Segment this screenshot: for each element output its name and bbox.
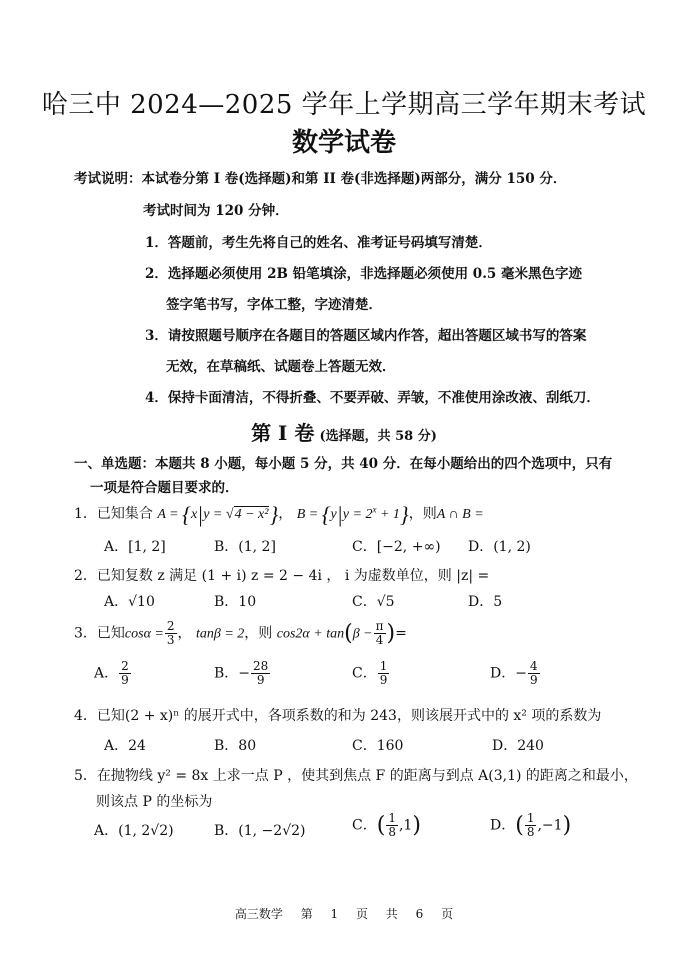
q3-option-c: C． $\frac{1}{9}$ (352, 659, 388, 687)
instructions-item: 1．答题前，考生先将自己的姓名、准考证号码填写清楚． (145, 235, 492, 251)
instructions-line: 考试说明：本试卷分第 I 卷(选择题)和第 II 卷(非选择题)两部分，满分 150 分． (74, 171, 567, 187)
q1-tail: ，则 (408, 506, 437, 523)
question-2: 2．已知复数 z 满足 (1 + i) z = 2 − 4i ， i 为虚数单位，则 |z| = (74, 568, 490, 584)
exam-title: 哈三中 2024—2025 学年上学期高三学年期末考试 (41, 90, 647, 120)
question-3: 3．已知cosα = $\frac{2}{3}$ ， tanβ = 2，则 cos2α + tan(β − $\frac{\pi}{4}$ )= (74, 619, 407, 647)
q1-set-b: $B = \{y|y = 2^x + 1\}$ (296, 502, 409, 527)
q1-intersection: A ∩ B = (436, 507, 484, 523)
page-footer: 高三数学 第 1 页 共 6 页 (234, 907, 454, 921)
q3-prefix: 3．已知 (74, 625, 125, 642)
q1-option-d: D．(1, 2) (468, 539, 531, 555)
q3-option-b: B．− $\frac{28}{9}$ (214, 659, 269, 687)
q4-option-c: C．160 (352, 738, 404, 754)
q1-prefix: 1．已知集合 (74, 506, 153, 523)
instructions-item: 无效，在草稿纸、试题卷上答题无效． (166, 359, 396, 375)
part-heading: 一、单选题：本题共 8 小题，每小题 5 分，共 40 分．在每小题给出的四个选项中，只有 (74, 456, 613, 472)
section-heading (0, 417, 688, 446)
q2-option-d: D．5 (468, 594, 503, 610)
q4-option-a: A．24 (104, 738, 146, 754)
instructions-item: 3．请按照题号顺序在各题目的答题区域内作答，超出答题区域书写的答案 (145, 328, 587, 344)
section-subtitle: (选择题，共 58 分) (319, 429, 437, 444)
instructions-item: 4．保持卡面清洁，不得折叠、不要弄破、弄皱，不准使用涂改液、刮纸刀． (145, 390, 600, 406)
q1-option-c: C．[−2, +∞) (352, 539, 441, 555)
q3-option-d: D．− $\frac{4}{9}$ (490, 659, 538, 687)
instructions-item: 2．选择题必须使用 2B 铅笔填涂，非选择题必须使用 0.5 毫米黑色字迹 (145, 266, 582, 282)
q1-option-a: A．[1, 2] (104, 539, 166, 555)
q4-option-d: D．240 (492, 738, 544, 754)
q5-option-c: C．( $\frac{1}{8}$ ,1) (352, 811, 421, 839)
q3-option-a: A． $\frac{2}{9}$ (94, 659, 129, 687)
instructions-item: 签字笔书写，字体工整，字迹清楚． (166, 297, 382, 313)
section-title: 第 I 卷 (251, 421, 315, 445)
q1-option-b: B．(1, 2] (214, 539, 276, 555)
q1-set-a: A = {x|y = √4 − x²} (157, 502, 279, 527)
q2-option-b: B．10 (214, 594, 257, 610)
exam-subtitle: 数学试卷 (291, 128, 396, 158)
question-5-cont: 则该点 P 的坐标为 (96, 794, 213, 810)
q5-option-a: A．(1, 2√2) (94, 823, 174, 839)
q4-option-b: B．80 (214, 738, 257, 754)
instructions-line: 考试时间为 120 分钟． (143, 203, 289, 219)
q2-option-a: A．√10 (104, 594, 155, 610)
question-5: 5．在抛物线 y² = 8x 上求一点 P ，使其到焦点 F 的距离与到点 A(3,1) 的距离之和最小， (74, 768, 638, 784)
question-1: 1．已知集合 A = {x|y = √4 − x²}， $B = \{y|y = 2^x + 1\}$，则A ∩ B = (74, 502, 484, 527)
question-4: 4．已知(2 + x)ⁿ 的展开式中，各项系数的和为 243，则该展开式中的 x² 项的系数为 (74, 708, 602, 724)
q2-option-c: C．√5 (352, 594, 395, 610)
q5-option-d: D．( $\frac{1}{8}$ ,−1) (490, 811, 572, 839)
part-heading: 一项是符合题目要求的． (90, 480, 239, 496)
q5-option-b: B．(1, −2√2) (214, 823, 306, 839)
